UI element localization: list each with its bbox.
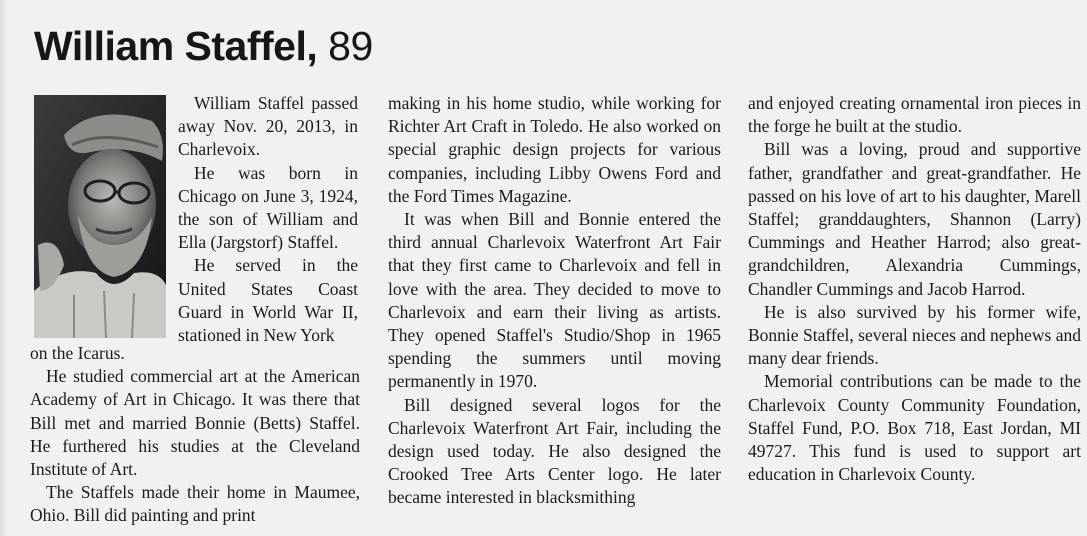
paragraph: It was when Bill and Bonnie entered the third annual Charlevoix Waterfront Art Fair that they first came to Charlevoix and fell in love with the area. They decided to move to Charlevoix and earn their living as artists. They opened Staffel's Studio/Shop in 1965 spending the summers until moving permanently in 1970. xyxy=(388,209,721,392)
portrait-image xyxy=(34,95,166,338)
paragraph: The Staffels made their home in Maumee, Ohio. Bill did painting and print xyxy=(30,482,360,526)
headline-age: 89 xyxy=(328,23,373,69)
column-1-bottom xyxy=(30,342,360,528)
column-1-top xyxy=(178,92,358,347)
column-3 xyxy=(748,92,1081,486)
paragraph: making in his home studio, while working for Richter Art Craft in Toledo. He also worked on special graphic design projects for various companies, including Libby Owens Ford and the Ford Times Magazine. xyxy=(388,93,721,206)
page-crease xyxy=(0,0,8,536)
obituary-headline xyxy=(34,22,373,70)
paragraph: Bill was a loving, proud and supportive father, grandfather and great-grandfather. He passed on his love of art to his daughter, Marell Staffel; granddaughters, Shannon (Larry) Cummings and Heather Harrod; also great-grandchildren, Alexandria Cummings, Chandler Cummings and Jacob Harrod. xyxy=(748,139,1081,299)
paragraph: He is also survived by his former wife, Bonnie Staffel, several nieces and nephews and many dear friends. xyxy=(748,301,1081,369)
column-2 xyxy=(388,92,721,510)
headline-name: William Staffel, xyxy=(34,23,318,69)
paragraph: He was born in Chicago on June 3, 1924, the son of William and Ella (Jargstorf) Staffel. xyxy=(178,162,358,253)
paragraph: Bill designed several logos for the Charlevoix Waterfront Art Fair, including the design used today. He also designed the Crooked Tree Arts Center logo. He later became interested in blacksmithing xyxy=(388,394,721,508)
paragraph: He studied commercial art at the American Academy of Art in Chicago. It was there that Bill met and married Bonnie (Betts) Staffel. He furthered his studies at the Cleveland Institute of Art. xyxy=(30,366,360,480)
paragraph: on the Icarus. xyxy=(30,343,125,363)
portrait-photo xyxy=(34,95,166,338)
paragraph: Memorial contributions can be made to the Charlevoix County Community Foundation, Staffel Fund, P.O. Box 718, East Jordan, MI 49727. This fund is used to support art education in Charlevoix County. xyxy=(748,371,1081,485)
paragraph: He served in the United States Coast Guard in World War II, stationed in New York xyxy=(178,255,358,346)
paragraph: and enjoyed creating ornamental iron pieces in the forge he built at the studio. xyxy=(748,93,1081,137)
paragraph: William Staffel passed away Nov. 20, 2013, in Charlevoix. xyxy=(178,93,358,160)
